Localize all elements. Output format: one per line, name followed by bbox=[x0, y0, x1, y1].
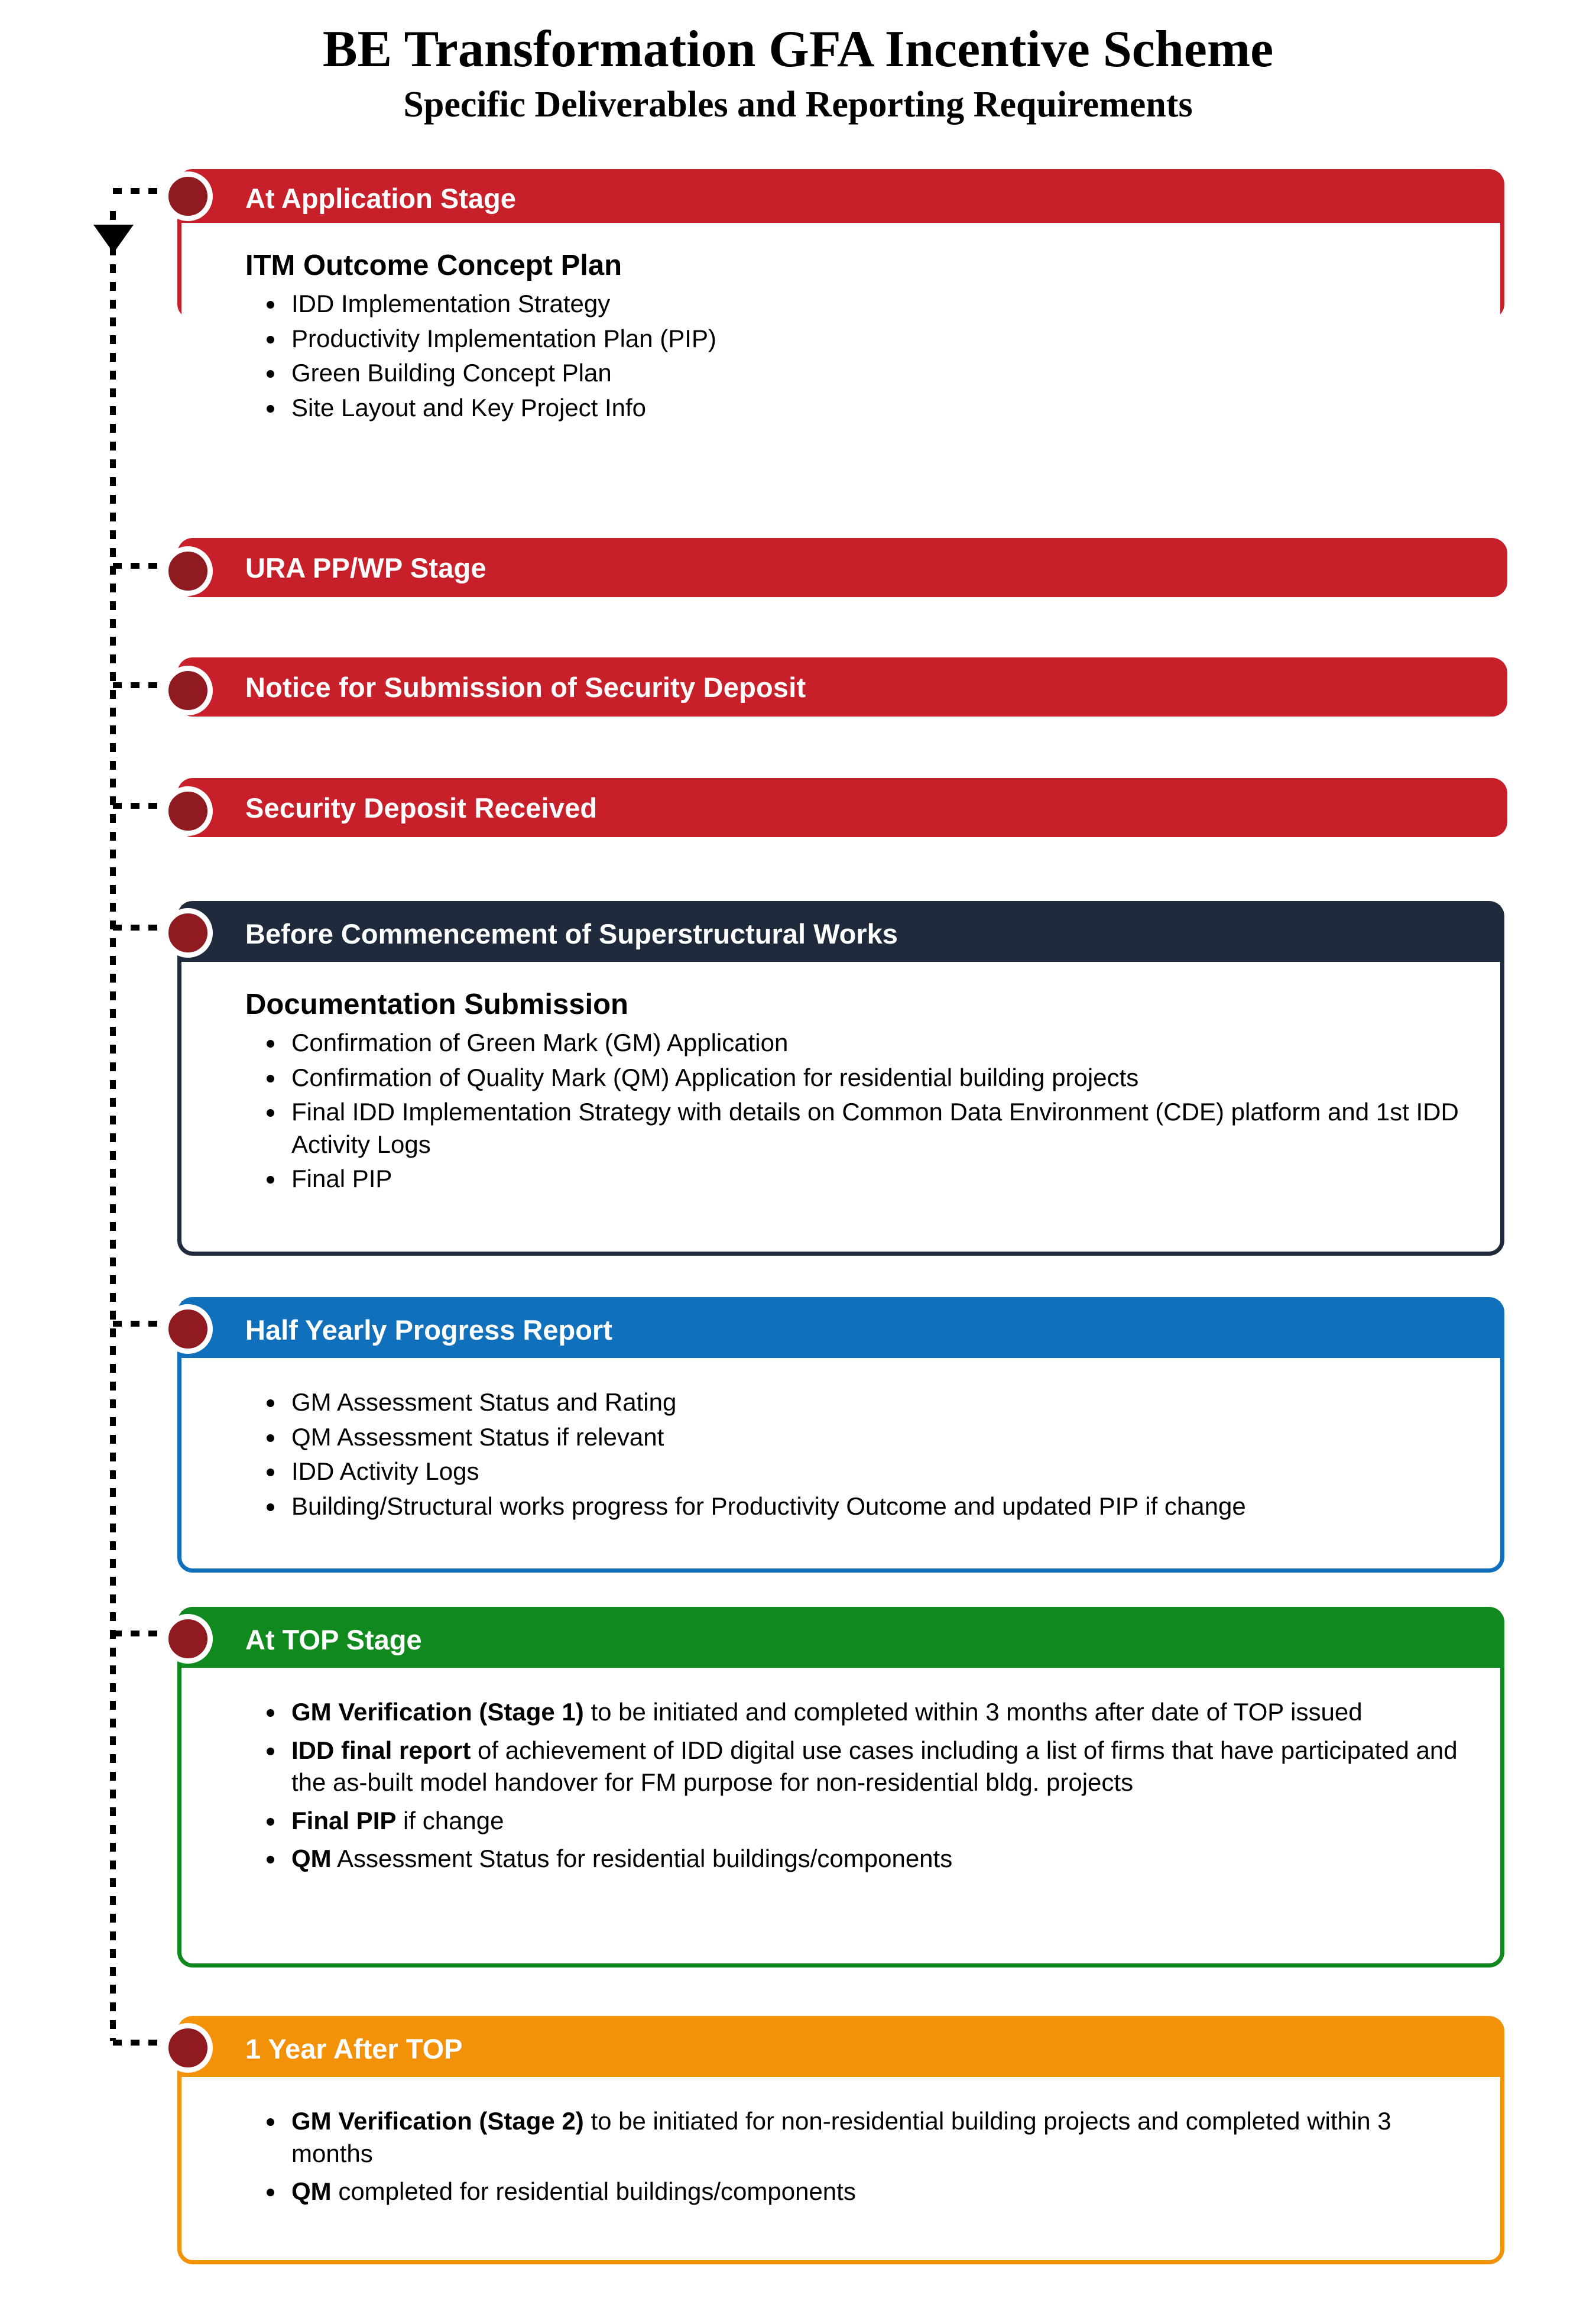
list-item-emphasis: GM Verification (Stage 1) bbox=[291, 1698, 584, 1726]
stage-title: Half Yearly Progress Report bbox=[245, 1314, 612, 1346]
list-item: • Final IDD Implementation Strategy with details on Common Data Environment (CDE) platform and 1st IDD Activity Logs bbox=[286, 1096, 1467, 1161]
stage-title: At TOP Stage bbox=[245, 1623, 422, 1655]
stage-bar[interactable] bbox=[177, 538, 1507, 597]
stage-card-header bbox=[181, 2020, 1500, 2077]
stage-title: At Application Stage bbox=[245, 182, 516, 214]
timeline-rail bbox=[110, 208, 116, 2041]
stage-body-heading: Documentation Submission bbox=[245, 988, 628, 1020]
stage-card-header bbox=[181, 1611, 1500, 1668]
stage-card-body bbox=[181, 2077, 1500, 2234]
list-item-text: Assessment Status for residential buildings/components bbox=[331, 1845, 953, 1873]
stage-card[interactable] bbox=[177, 2016, 1504, 2264]
stage-bullet-list bbox=[222, 288, 1467, 424]
list-item: • Green Building Concept Plan bbox=[286, 357, 1467, 390]
stage-bar[interactable] bbox=[177, 778, 1507, 837]
list-item: • Site Layout and Key Project Info bbox=[286, 392, 1467, 424]
timeline-node-dot bbox=[163, 1614, 213, 1664]
list-item bbox=[286, 1735, 1467, 1799]
page-title-block bbox=[0, 0, 1596, 123]
list-item bbox=[286, 1843, 1467, 1875]
timeline-node-dot bbox=[163, 786, 213, 836]
timeline-node-dot bbox=[163, 666, 213, 715]
list-item-emphasis: QM bbox=[291, 2177, 332, 2206]
list-item: • GM Assessment Status and Rating bbox=[286, 1386, 1467, 1419]
stage-bullet-list bbox=[222, 1386, 1467, 1522]
list-item: • Confirmation of Green Mark (GM) Application bbox=[286, 1027, 1467, 1059]
list-item: • Building/Structural works progress for Productivity Outcome and updated PIP if change bbox=[286, 1490, 1467, 1523]
list-item-emphasis: IDD final report bbox=[291, 1736, 471, 1764]
page-title: BE Transformation GFA Incentive Scheme bbox=[322, 21, 1274, 78]
stage-card-header bbox=[181, 905, 1500, 962]
list-item bbox=[286, 2105, 1467, 2170]
list-item bbox=[286, 1805, 1467, 1837]
timeline-node-dot bbox=[163, 546, 213, 596]
stage-card-body bbox=[181, 1358, 1500, 1545]
stage-title: Before Commencement of Superstructural Works bbox=[245, 918, 898, 949]
stage-title: URA PP/WP Stage bbox=[245, 552, 486, 584]
timeline-node-dot bbox=[163, 2023, 213, 2073]
stage-card[interactable] bbox=[177, 169, 1504, 422]
list-item: • Final PIP bbox=[286, 1163, 1467, 1195]
list-item-text: if change bbox=[396, 1806, 504, 1834]
timeline-node-dot bbox=[163, 908, 213, 958]
stage-bullet-list bbox=[222, 1027, 1467, 1195]
stage-card[interactable] bbox=[177, 901, 1504, 1256]
list-item-text: to be initiated and completed within 3 months after date of TOP issued bbox=[583, 1698, 1363, 1726]
list-item-emphasis: GM Verification (Stage 2) bbox=[291, 2107, 584, 2135]
stage-body-heading: ITM Outcome Concept Plan bbox=[245, 249, 622, 281]
list-item-text: of achievement of IDD digital use cases including a list of firms that have participated and the as-built model handover for FM purpose for non-residential bldg. projects bbox=[291, 1736, 1458, 1797]
list-item-text: completed for residential buildings/components bbox=[331, 2177, 856, 2206]
stage-card-body bbox=[181, 1668, 1500, 1901]
list-item: • Confirmation of Quality Mark (QM) Application for residential building projects bbox=[286, 1062, 1467, 1094]
timeline-node-dot bbox=[163, 1304, 213, 1354]
page-subtitle: Specific Deliverables and Reporting Requirements bbox=[403, 85, 1193, 125]
stage-bullet-list bbox=[222, 2105, 1467, 2208]
stage-card-header bbox=[181, 173, 1500, 223]
stage-card-body bbox=[181, 223, 1500, 446]
stage-title: Security Deposit Received bbox=[245, 792, 598, 824]
list-item-emphasis: Final PIP bbox=[291, 1806, 397, 1834]
list-item: • Productivity Implementation Plan (PIP) bbox=[286, 323, 1467, 355]
stage-card[interactable] bbox=[177, 1297, 1504, 1573]
list-item: • IDD Implementation Strategy bbox=[286, 288, 1467, 320]
list-item: • QM Assessment Status if relevant bbox=[286, 1421, 1467, 1454]
list-item-text: to be initiated for non-residential building projects and completed within 3 months bbox=[291, 2107, 1391, 2167]
stage-card[interactable] bbox=[177, 1607, 1504, 1968]
stage-title: 1 Year After TOP bbox=[245, 2033, 463, 2064]
stage-title: Notice for Submission of Security Deposit bbox=[245, 671, 806, 703]
list-item bbox=[286, 1696, 1467, 1729]
timeline-arrow-icon bbox=[93, 225, 134, 253]
timeline-node-dot bbox=[163, 171, 213, 221]
list-item: • IDD Activity Logs bbox=[286, 1456, 1467, 1488]
list-item bbox=[286, 2176, 1467, 2208]
list-item-emphasis: QM bbox=[291, 1845, 332, 1873]
stage-bar[interactable] bbox=[177, 657, 1507, 717]
stage-bullet-list bbox=[222, 1696, 1467, 1875]
stage-card-body bbox=[181, 962, 1500, 1218]
stage-card-header bbox=[181, 1301, 1500, 1358]
